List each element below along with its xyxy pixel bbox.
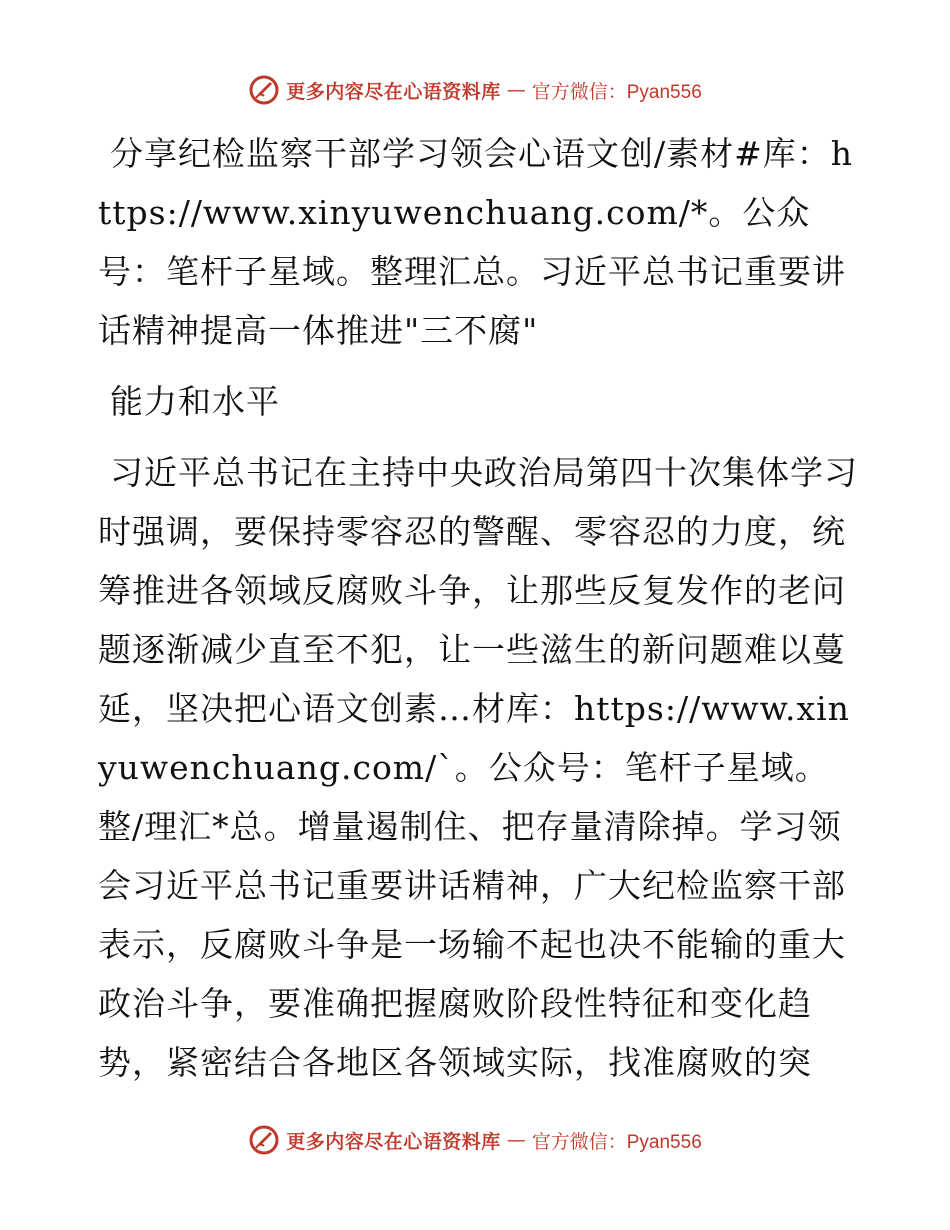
paragraph-heading: 能力和水平 (110, 382, 280, 421)
paragraph-gap (98, 431, 858, 443)
document-body (98, 124, 858, 1092)
paragraph-main: 习近平总书记在主持中央政治局第四十次集体学习时强调，要保持零容忍的警醒、零容忍的力度，统筹推进各领域反腐败斗争，让那些反复发作的老问题逐渐减少直至不犯，让一些滋生的新问题难以蔓延，坚决把心语文创素…材库：https://www.xinyuwenchuang.com/`。公众号：笔杆子星域。整/理汇*总。增量遏制住、把存量清除掉。学习领会习近平总书记重要讲话精神，广大纪检监察干部表示，反腐败斗争是一场输不起也决不能输的重大政治斗争，要准确把握腐败阶段性特征和变化趋势，紧密结合各地区各领域实际，找准腐败的突 (98, 453, 858, 1082)
header-banner (0, 70, 950, 110)
banner-text: 更多内容尽在心语资料库 (286, 80, 501, 103)
banner-text: 更多内容尽在心语资料库 (286, 1130, 501, 1153)
banner-separator: — (506, 1129, 526, 1151)
brand-logo-icon (248, 1124, 280, 1156)
banner-contact: 官方微信：Pyan556 (531, 1131, 702, 1153)
footer-banner (0, 1120, 950, 1160)
paragraph-gap (98, 360, 858, 372)
banner-separator: — (506, 79, 526, 101)
brand-logo-icon (248, 74, 280, 106)
paragraph-intro: 分享纪检监察干部学习领会心语文创/素材#库：https://www.xinyuwenchuang.com/*。公众号：笔杆子星域。整理汇总。习近平总书记重要讲话精神提高一体推进"三不腐" (98, 134, 854, 350)
banner-contact: 官方微信：Pyan556 (531, 81, 702, 103)
